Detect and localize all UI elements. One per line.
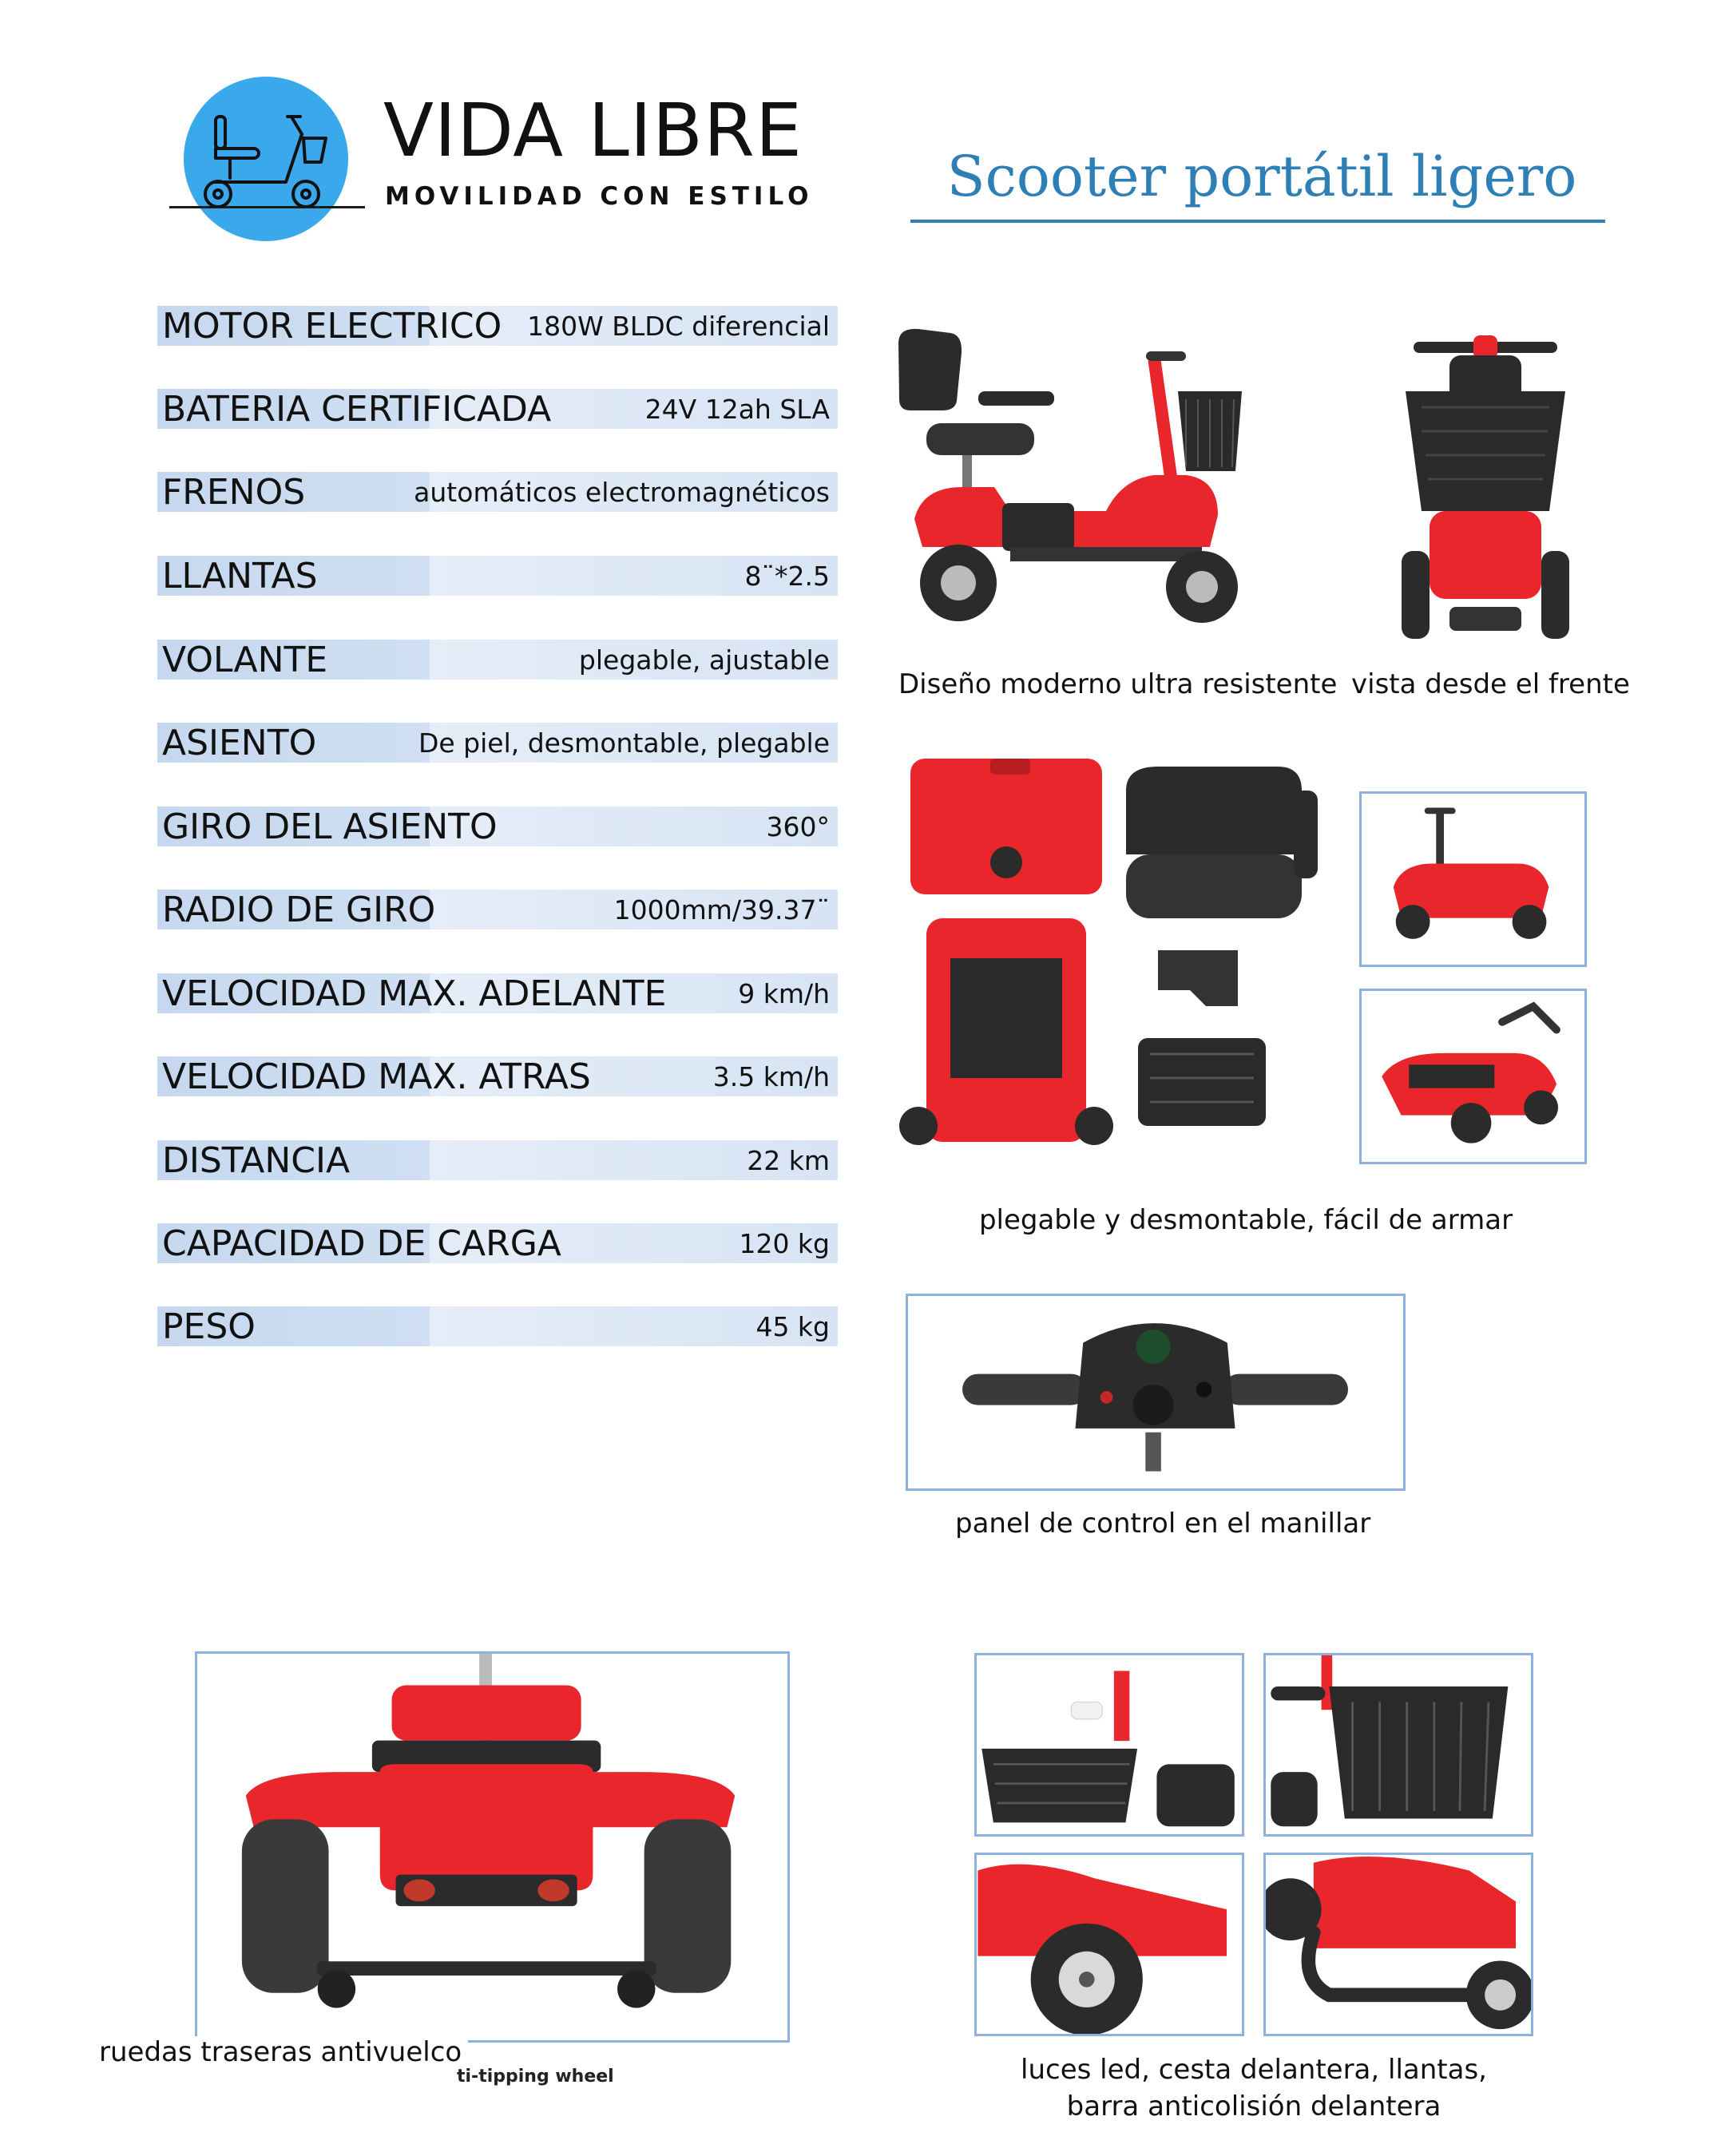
scooter-folded-angle-photo (1359, 989, 1587, 1164)
front-basket-photo (1263, 1653, 1533, 1837)
spec-label: PESO (162, 1306, 256, 1347)
spec-label: LLANTAS (162, 556, 318, 596)
spec-row-battery (157, 389, 838, 429)
caption-features-line1: luces led, cesta delantera, llantas, (1021, 2054, 1487, 2086)
spec-label: MOTOR ELECTRICO (162, 306, 502, 347)
spec-value: automáticos electromagnéticos (414, 477, 830, 508)
control-panel-photo (906, 1294, 1406, 1491)
spec-value: 45 kg (755, 1311, 830, 1342)
spec-row-steering (157, 640, 838, 680)
spec-row-seat-swivel (157, 807, 838, 846)
page-title: Scooter portátil ligero (946, 144, 1577, 209)
title-underline (910, 220, 1605, 223)
caption-front-view: vista desde el frente (1351, 668, 1630, 700)
spec-label: VOLANTE (162, 640, 328, 680)
spec-row-load-capacity (157, 1223, 838, 1263)
spec-label: DISTANCIA (162, 1140, 351, 1181)
spec-label: RADIO DE GIRO (162, 890, 436, 930)
spec-row-distance (157, 1140, 838, 1180)
spec-row-turning-radius (157, 890, 838, 929)
scooter-front-photo (1382, 319, 1589, 655)
spec-value: 120 kg (739, 1228, 830, 1259)
caption-rear-wheels: ruedas traseras antivuelco (99, 2036, 468, 2068)
spec-row-max-forward-speed (157, 973, 838, 1013)
spec-value: plegable, ajustable (578, 644, 830, 676)
caption-side-view: Diseño moderno ultra resistente (898, 668, 1338, 700)
spec-value: 3.5 km/h (712, 1061, 830, 1092)
front-bumper-photo (1263, 1853, 1533, 2036)
caption-foldable: plegable y desmontable, fácil de armar (978, 1204, 1513, 1236)
spec-label: GIRO DEL ASIENTO (162, 807, 498, 847)
scooter-side-photo (882, 319, 1266, 655)
rear-wheels-photo (195, 1651, 790, 2043)
spec-row-weight (157, 1306, 838, 1346)
spec-value: 8¨*2.5 (744, 561, 830, 592)
spec-row-tires (157, 556, 838, 596)
brand-name: VIDA LIBRE (383, 88, 803, 173)
spec-value: 360° (766, 811, 830, 842)
spec-value: 24V 12ah SLA (644, 394, 830, 425)
spec-label: VELOCIDAD MAX. ATRAS (162, 1056, 591, 1097)
spec-row-seat (157, 723, 838, 763)
spec-label: FRENOS (162, 472, 306, 513)
spec-value: 1000mm/39.37¨ (613, 894, 830, 925)
caption-rear-wheels-english-fragment: ti-tipping wheel (457, 2067, 614, 2087)
spec-row-brakes (157, 472, 838, 512)
spec-label: CAPACIDAD DE CARGA (162, 1223, 561, 1264)
spec-value: 22 km (747, 1145, 830, 1176)
spec-value: 180W BLDC diferencial (527, 311, 830, 342)
spec-label: VELOCIDAD MAX. ADELANTE (162, 973, 667, 1014)
spec-value: 9 km/h (738, 978, 830, 1009)
caption-control-panel: panel de control en el manillar (955, 1508, 1371, 1540)
brand-tagline: MOVILIDAD CON ESTILO (385, 182, 814, 211)
scooter-icon (198, 102, 334, 222)
caption-features-line2: barra anticolisión delantera (1066, 2091, 1441, 2122)
tires-photo (974, 1853, 1244, 2036)
scooter-folded-photo (1359, 791, 1587, 967)
spec-label: BATERIA CERTIFICADA (162, 389, 552, 430)
spec-label: ASIENTO (162, 723, 317, 763)
spec-value: De piel, desmontable, plegable (418, 727, 830, 759)
spec-row-motor (157, 306, 838, 346)
spec-row-max-reverse-speed (157, 1056, 838, 1096)
scooter-disassembled-photo (894, 751, 1342, 1158)
led-lights-photo (974, 1653, 1244, 1837)
